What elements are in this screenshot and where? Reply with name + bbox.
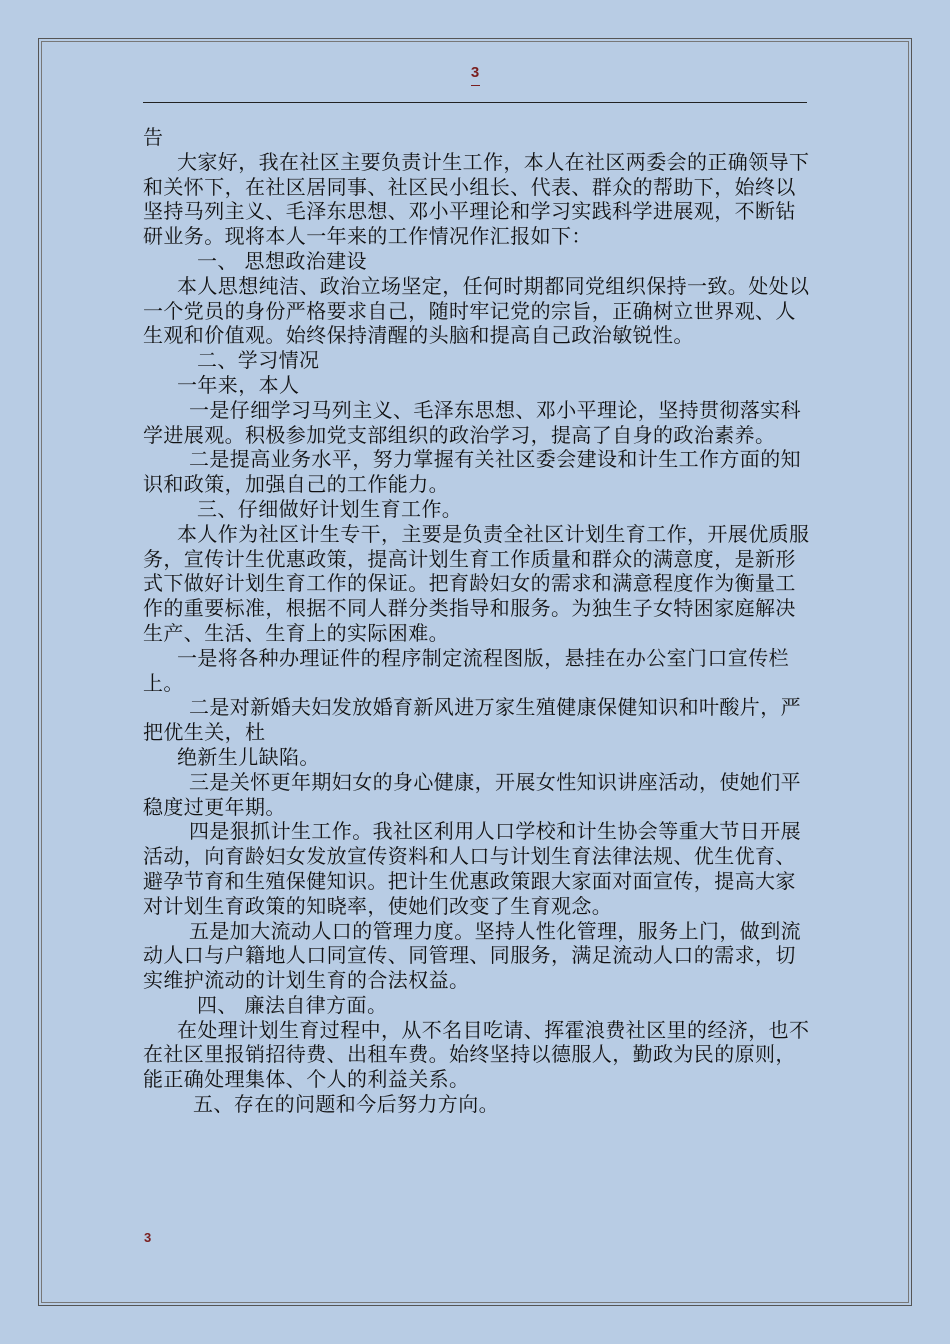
paragraph: 大家好，我在社区主要负责计生工作，本人在社区两委会的正确领导下和关怀下，在社区居同事、社区民小组长、代表、群众的帮助下，始终以坚持马列主义、毛泽东思想、邓小平理论和学习实践科学进展观，不断钻研业务。现将本人一年来的工作情况作汇报如下： [143, 149, 810, 249]
header-page-number: 3 [470, 64, 480, 81]
header-rule [143, 102, 807, 103]
paragraph: 一是仔细学习马列主义、毛泽东思想、邓小平理论，坚持贯彻落实科学进展观。积极参加党支部组织的政治学习，提高了自身的政治素养。 [143, 397, 801, 447]
document-body [143, 125, 811, 1117]
paragraph: 告 [143, 125, 164, 149]
paragraph: 本人思想纯洁、政治立场坚定，任何时期都同党组织保持一致。处处以一个党员的身份严格要求自己，随时牢记党的宗旨，正确树立世界观、人生观和价值观。始终保持清醒的头脑和提高自己政治敏锐性。 [143, 273, 810, 348]
section-heading: 三、仔细做好计划生育工作。 [197, 496, 463, 521]
section-heading: 二、学习情况 [197, 348, 320, 373]
paragraph: 一年来，本人 [177, 372, 300, 397]
footer-page-number: 3 [144, 1230, 152, 1245]
paragraph: 一是将各种办理证件的程序制定流程图版，悬挂在办公室门口宣传栏上。 [143, 645, 789, 695]
section-heading: 四、 廉法自律方面。 [197, 992, 388, 1017]
paragraph: 二是提高业务水平，努力掌握有关社区委会建设和计生工作方面的知识和政策，加强自己的工作能力。 [143, 447, 801, 497]
paragraph: 本人作为社区计生专干，主要是负责全社区计划生育工作，开展优质服务，宣传计生优惠政策，提高计划生育工作质量和群众的满意度，是新形式下做好计划生育工作的保证。把育龄妇女的需求和满意程度作为衡量工作的重要标准，根据不同人群分类指导和服务。为独生子女特困家庭解决生产、生活、生育上的实际困难。 [143, 521, 810, 645]
paragraph: 在处理计划生育过程中，从不名目吃请、挥霍浪费社区里的经济，也不在社区里报销招待费、出租车费。始终坚持以德服人，勤政为民的原则，能正确处理集体、个人的利益关系。 [143, 1017, 810, 1092]
section-heading: 一、 思想政治建设 [197, 248, 367, 273]
paragraph: 三是关怀更年期妇女的身心健康，开展女性知识讲座活动，使她们平稳度过更年期。 [143, 769, 801, 819]
section-heading: 五、存在的问题和今后努力方向。 [193, 1092, 499, 1117]
paragraph: 四是狠抓计生工作。我社区利用人口学校和计生协会等重大节日开展活动，向育龄妇女发放宣传资料和人口与计划生育法律法规、优生优育、避孕节育和生殖保健知识。把计生优惠政策跟大家面对面宣传，提高大家对计划生育政策的知晓率，使她们改变了生育观念。 [143, 819, 801, 918]
header-page-number-underline [471, 85, 480, 86]
paragraph: 绝新生儿缺陷。 [177, 744, 320, 769]
paragraph: 二是对新婚夫妇发放婚育新风进万家生殖健康保健知识和叶酸片，严把优生关，杜 [143, 695, 801, 745]
paragraph: 五是加大流动人口的管理力度。坚持人性化管理，服务上门，做到流动人口与户籍地人口同宣传、同管理、同服务，满足流动人口的需求，切实维护流动的计划生育的合法权益。 [143, 918, 801, 993]
